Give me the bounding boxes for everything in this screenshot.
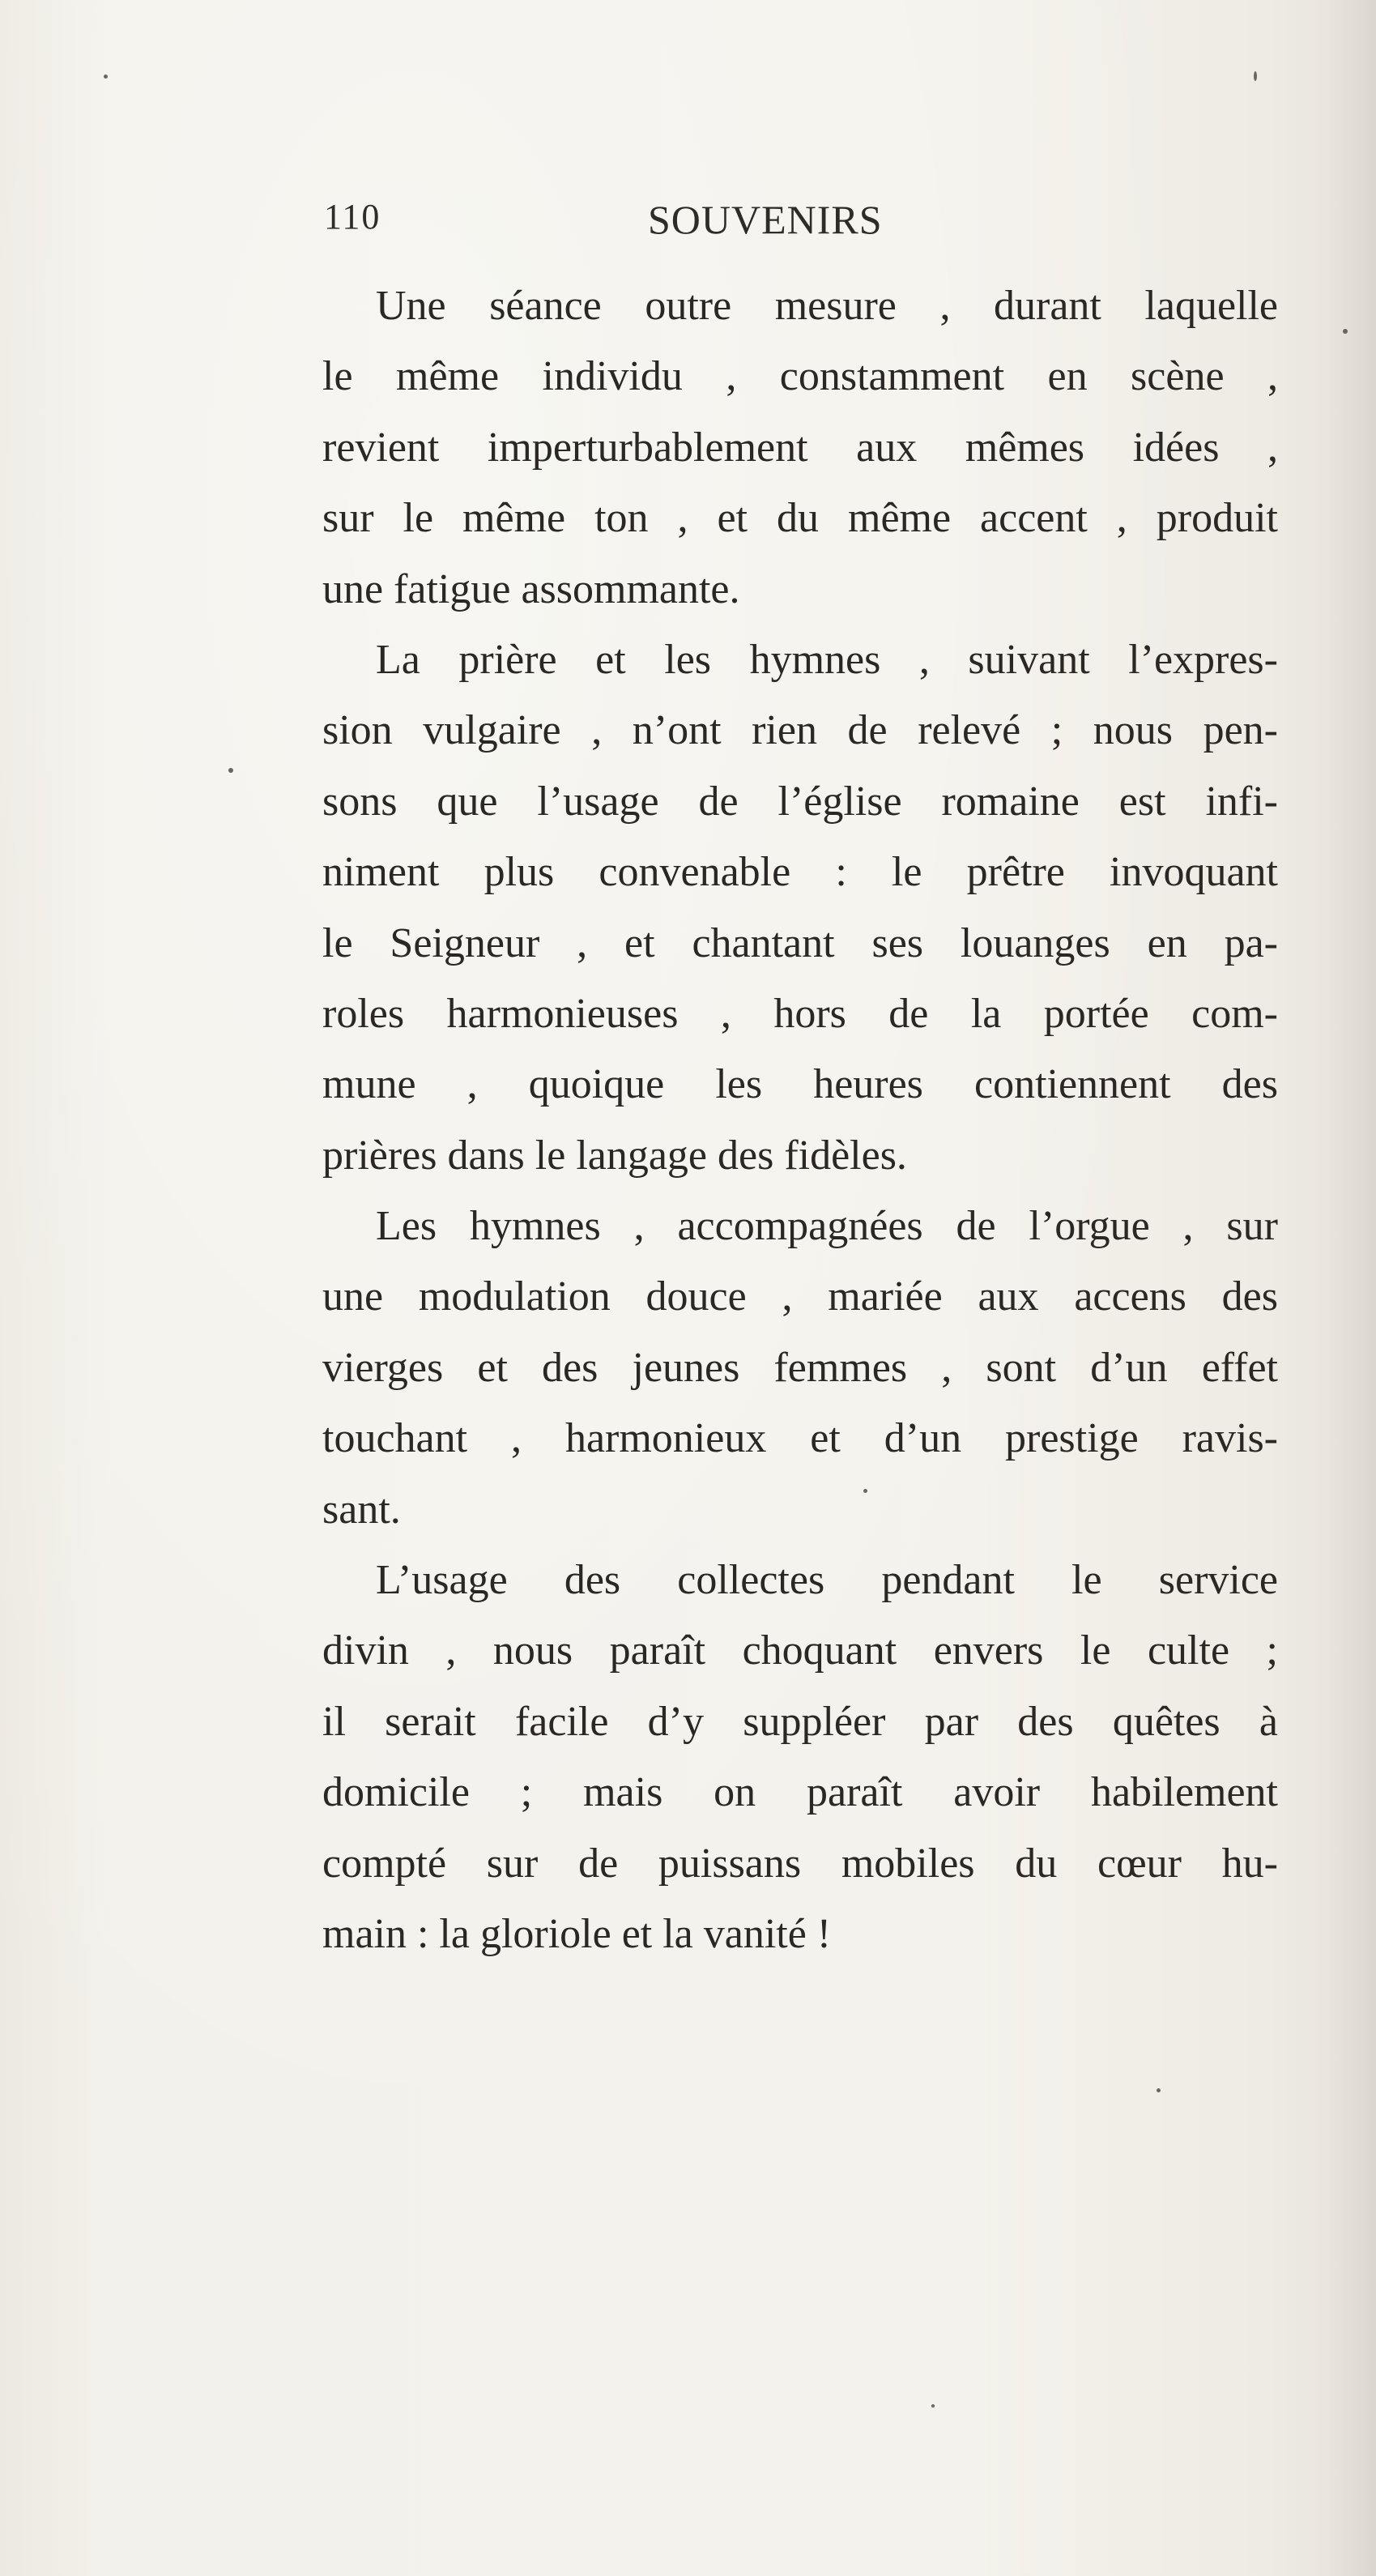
text-line: vierges et des jeunes femmes , sont d’un effet	[322, 1344, 1278, 1391]
text-line: une fatigue assommante.	[322, 565, 740, 612]
text-line: le même individu , constamment en scène ,	[322, 353, 1278, 400]
paragraph	[322, 1545, 1278, 1969]
text-line: le Seigneur , et chantant ses louanges en pa-	[322, 919, 1278, 966]
paragraph	[322, 1191, 1278, 1545]
text-line: compté sur de puissans mobiles du cœur hu-	[322, 1840, 1278, 1887]
body-text	[322, 271, 1278, 1969]
text-line: revient imperturbablement aux mêmes idées ,	[322, 424, 1278, 471]
paper-speck	[863, 1489, 867, 1493]
text-line: domicile ; mais on paraît avoir habilement	[322, 1769, 1278, 1816]
text-line: il serait facile d’y suppléer par des quêtes à	[322, 1698, 1278, 1745]
running-head	[324, 196, 1134, 245]
text-line: niment plus convenable : le prêtre invoquant	[322, 849, 1278, 896]
text-line: prières dans le langage des fidèles.	[322, 1132, 907, 1179]
paragraph	[322, 271, 1278, 625]
text-line: touchant , harmonieux et d’un prestige ravis-	[322, 1415, 1278, 1462]
text-line: une modulation douce , mariée aux accens des	[322, 1273, 1278, 1320]
text-line: main : la gloriole et la vanité !	[322, 1910, 832, 1957]
paper-speck	[1254, 71, 1257, 81]
paper-speck	[228, 768, 233, 773]
paragraph	[322, 625, 1278, 1191]
text-line: Une séance outre mesure , durant laquelle	[376, 283, 1278, 329]
text-line: L’usage des collectes pendant le service	[376, 1557, 1278, 1604]
text-line: divin , nous paraît choquant envers le culte ;	[322, 1627, 1278, 1674]
paper-speck	[104, 75, 108, 79]
text-line: roles harmonieuses , hors de la portée com-	[322, 990, 1278, 1037]
page-number: 110	[324, 197, 381, 237]
text-line: sur le même ton , et du même accent , produit	[322, 495, 1278, 542]
text-line: sons que l’usage de l’église romaine est infi-	[322, 778, 1278, 825]
paper-speck	[1343, 329, 1348, 334]
page-edge-shadow	[1327, 0, 1376, 2576]
text-line: La prière et les hymnes , suivant l’expres-	[376, 636, 1278, 683]
text-line: mune , quoique les heures contiennent des	[322, 1061, 1278, 1108]
paper-speck	[1157, 2088, 1161, 2092]
running-title: SOUVENIRS	[648, 197, 883, 242]
text-line: sion vulgaire , n’ont rien de relevé ; nous pen-	[322, 707, 1278, 754]
paper-speck	[931, 2404, 935, 2408]
text-line: sant.	[322, 1486, 401, 1533]
text-line: Les hymnes , accompagnées de l’orgue , sur	[376, 1203, 1278, 1250]
